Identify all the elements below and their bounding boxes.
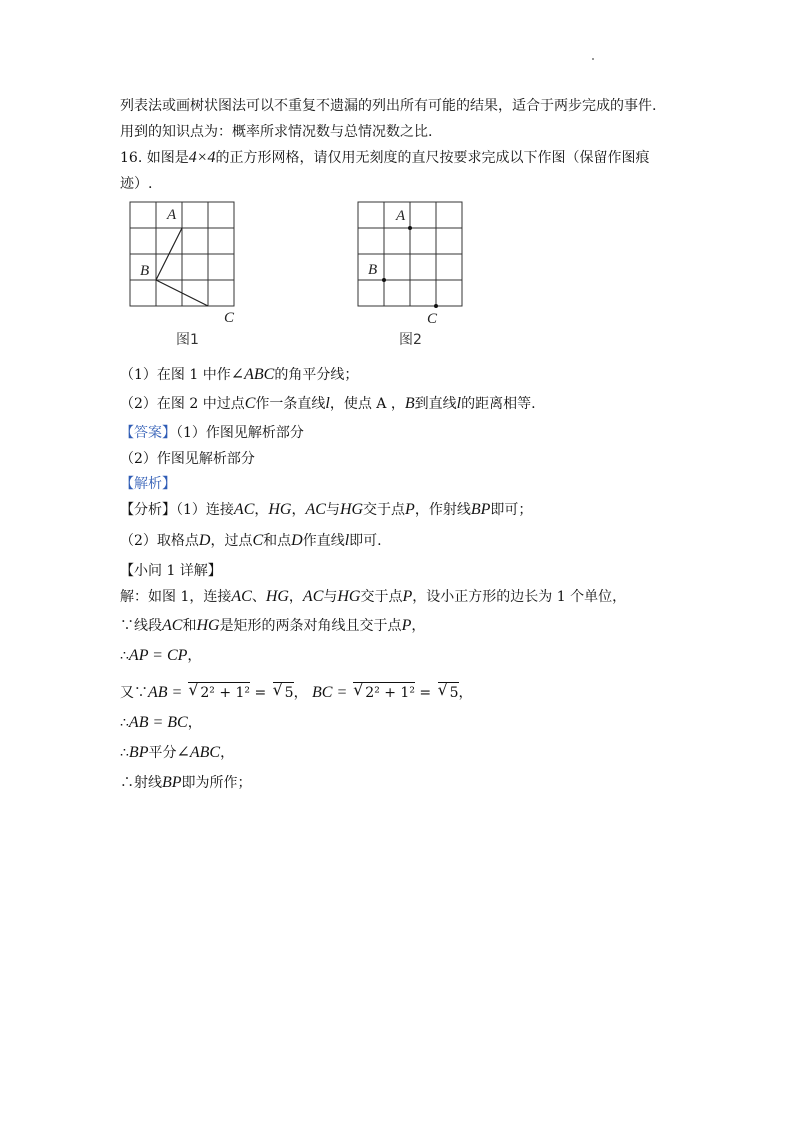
answer-tag: 【答案】 xyxy=(120,425,176,441)
method-line-1: 【分析】（1）连接AC，HG，AC与HG交于点P，作射线BP即可； xyxy=(120,501,533,518)
text-line-2: 用到的知识点为：概率所求情况数与总情况数之比. xyxy=(120,124,433,140)
point-c xyxy=(434,304,438,308)
solution-line-7: ∴射线BP即为所作； xyxy=(120,774,252,791)
figure-1-caption: 图1 xyxy=(176,332,199,348)
point-b xyxy=(382,278,386,282)
figure-1 xyxy=(128,200,258,350)
answer-line-2: （2）作图见解析部分 xyxy=(120,451,255,467)
corner-mark xyxy=(592,58,594,60)
label-c: C xyxy=(224,310,235,326)
solution-line-6: ∴BP平分∠ABC， xyxy=(120,744,235,761)
question-16-line-2: 迹）. xyxy=(120,176,153,192)
label-a: A xyxy=(396,208,406,224)
part-2-question: （2）在图 2 中过点C作一条直线l，使点 A ，B到直线l的距离相等. xyxy=(120,395,536,412)
label-a: A xyxy=(167,207,177,223)
method-line-2: （2）取格点D，过点C和点D作直线l即可. xyxy=(120,532,382,549)
analysis-tag: 【解析】 xyxy=(120,476,176,492)
grid-size: 4×4 xyxy=(188,149,216,166)
solution-line-1: 解：如图 1，连接AC、HG，AC与HG交于点P，设小正方形的边长为 1 个单位， xyxy=(120,588,627,605)
part-1-question: （1）在图 1 中作∠ABC的角平分线； xyxy=(120,366,359,383)
text-line-1: 列表法或画树状图法可以不重复不遗漏的列出所有可能的结果，适合于两步完成的事件. xyxy=(120,98,657,114)
figure-2-caption: 图2 xyxy=(399,332,422,348)
point-a xyxy=(408,226,412,230)
answer-line-1: 【答案】（1）作图见解析部分 xyxy=(120,425,304,441)
figure-2 xyxy=(356,200,486,350)
method-tag: 【分析】 xyxy=(120,502,176,518)
label-b: B xyxy=(140,263,150,279)
solution-line-3: ∴AP = CP， xyxy=(120,647,202,664)
question-16-line-1: 16. 如图是4×4的正方形网格，请仅用无刻度的直尺按要求完成以下作图（保留作图痕 xyxy=(120,149,650,166)
subquestion-1-tag: 【小问 1 详解】 xyxy=(120,563,222,579)
solution-line-2: ∵线段AC和HG是矩形的两条对角线且交于点P， xyxy=(120,617,426,634)
label-b: B xyxy=(368,262,378,278)
label-c: C xyxy=(427,311,438,327)
solution-line-4: 又∵AB = √ 2² + 1² = √ 5， BC = √ 2² + 1² = √ 5， xyxy=(120,682,473,703)
solution-line-5: ∴AB = BC， xyxy=(120,714,202,731)
